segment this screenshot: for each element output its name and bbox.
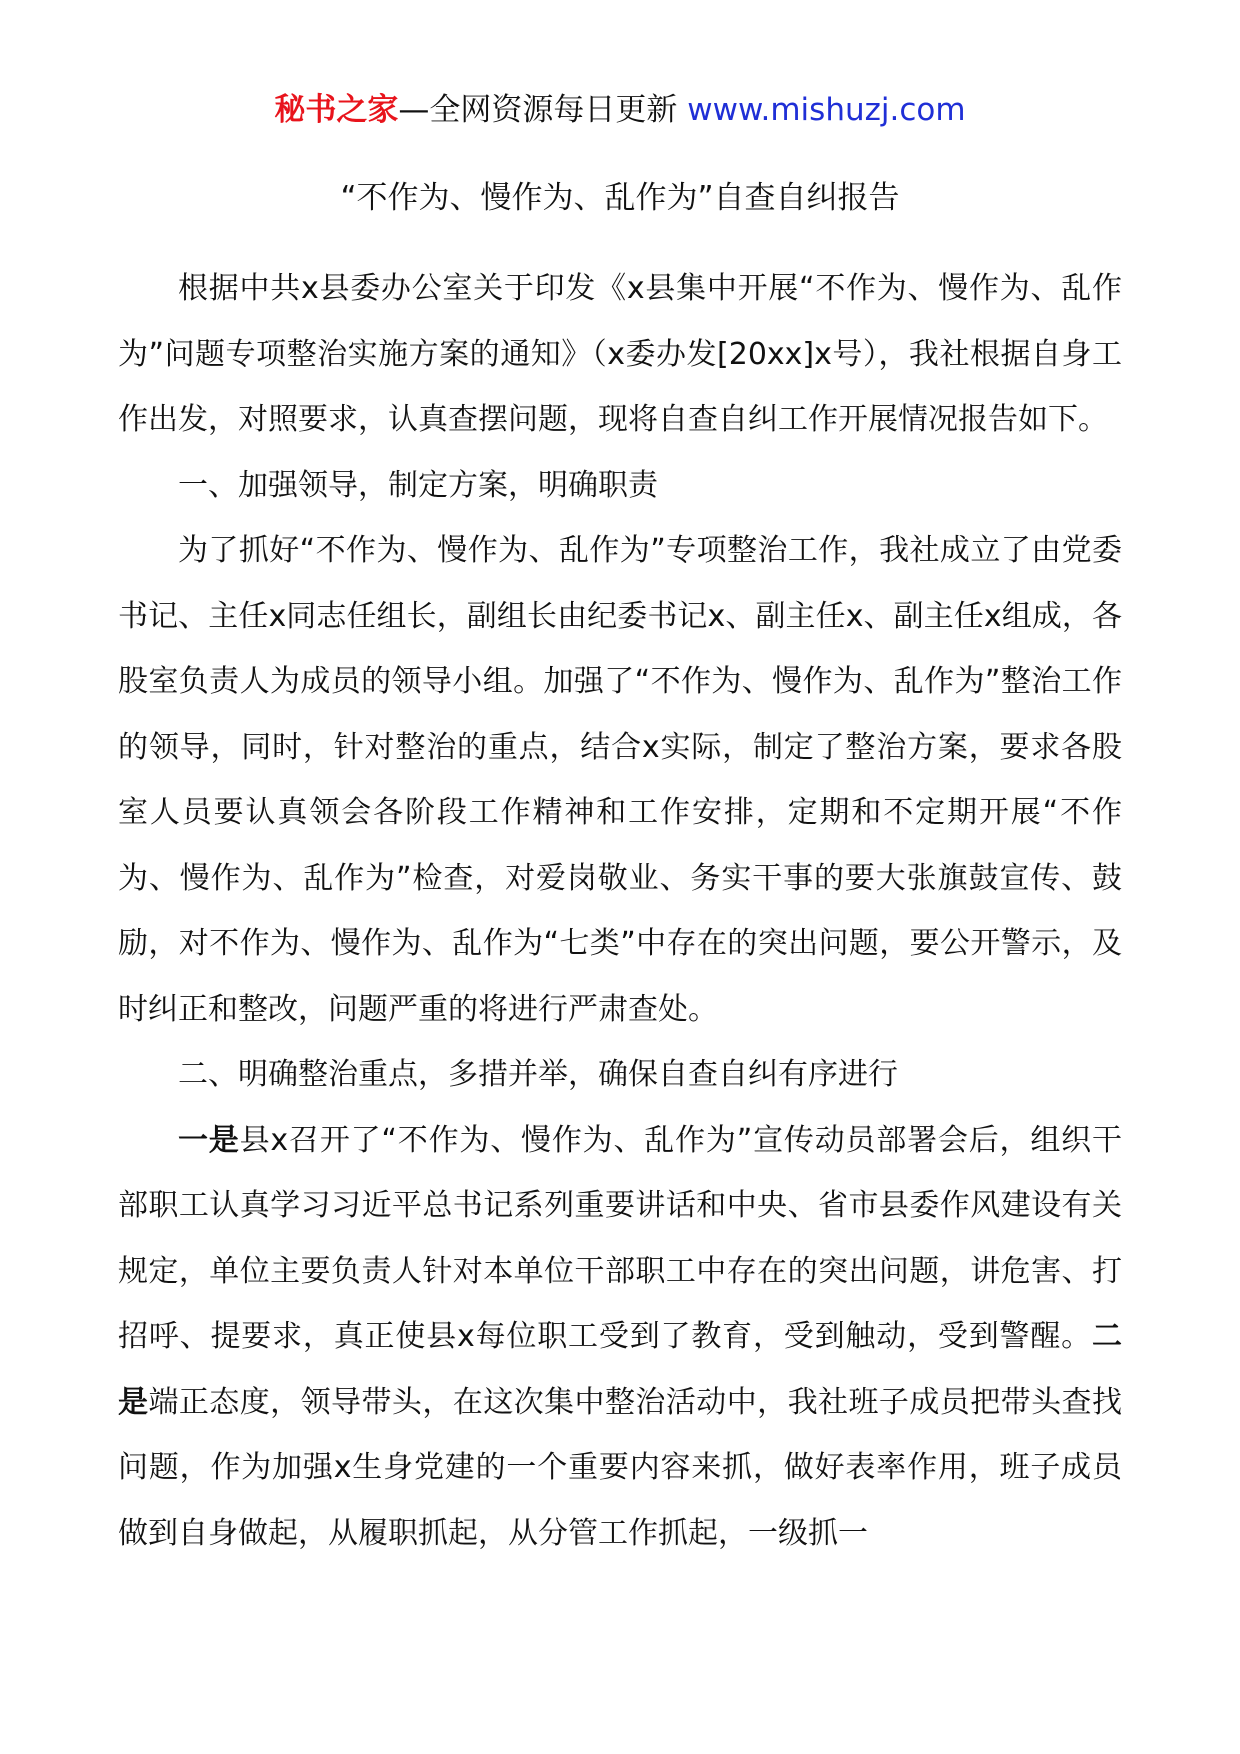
banner-slogan: —全网资源每日更新 [398,92,688,128]
site-banner [0,90,1240,130]
lead-phrase-2: 二是 [118,1319,1122,1420]
document-title: “不作为、慢作为、乱作为”自查自纠报告 [340,180,900,216]
site-url[interactable]: www.mishuzj.com [687,92,966,128]
section-2-text-1: 县x召开了“不作为、慢作为、乱作为”宣传动员部署会后，组织干部职工认真学习习近平总书记系列重要讲话和中央、省市县委作风建设有关规定，单位主要负责人针对本单位干部职工中存在的突出问题，讲危害、打招呼、提要求，真正使县x每位职工受到了教育，受到触动，受到警醒。 [118,1122,1122,1354]
section-2-text-2: 端正态度，领导带头，在这次集中整治活动中，我社班子成员把带头查找问题，作为加强x生身党建的一个重要内容来抓，做好表率作用，班子成员做到自身做起，从履职抓起，从分管工作抓起，一级抓一 [118,1384,1122,1551]
lead-phrase-1: 一是 [178,1122,240,1158]
section-1-heading: 一、加强领导，制定方案，明确职责 [178,467,658,503]
intro-paragraph: 根据中共x县委办公室关于印发《x县集中开展“不作为、慢作为、乱作为”问题专项整治实施方案的通知》（x委办发[20xx]x号），我社根据自身工作出发，对照要求，认真查摆问题，现将自查自纠工作开展情况报告如下。 [118,271,1122,437]
section-2-paragraph [118,1108,1122,1567]
document-body [118,256,1122,1566]
section-1-paragraph: 为了抓好“不作为、慢作为、乱作为”专项整治工作，我社成立了由党委书记、主任x同志任组长，副组长由纪委书记x、副主任x、副主任x组成，各股室负责人为成员的领导小组。加强了“不作为、慢作为、乱作为”整治工作的领导，同时，针对整治的重点，结合x实际，制定了整治方案，要求各股室人员要认真领会各阶段工作精神和工作安排，定期和不定期开展“不作为、慢作为、乱作为”检查，对爱岗敬业、务实干事的要大张旗鼓宣传、鼓励，对不作为、慢作为、乱作为“七类”中存在的突出问题，要公开警示，及时纠正和整改，问题严重的将进行严肃查处。 [118,533,1122,1027]
section-2-heading: 二、明确整治重点，多措并举，确保自查自纠有序进行 [178,1057,898,1092]
brand-name: 秘书之家 [274,92,399,128]
